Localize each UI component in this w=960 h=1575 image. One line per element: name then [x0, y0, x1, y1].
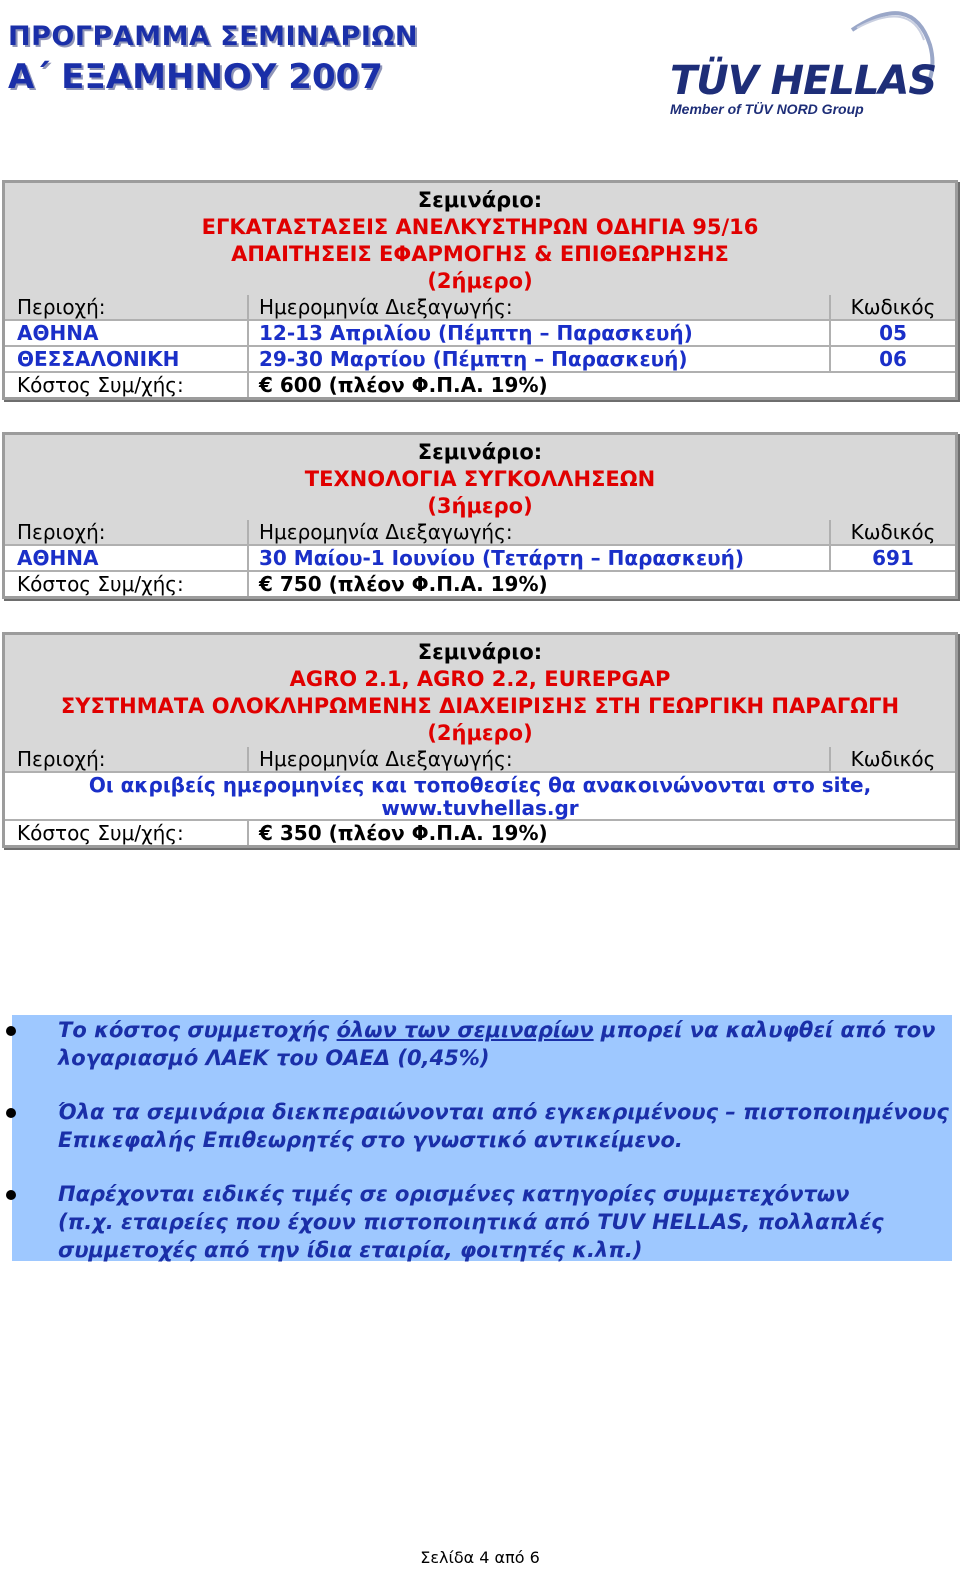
- note-text-line1: Παρέχονται ειδικές τιμές σε ορισμένες κατηγορίες συμμετεχόντων: [58, 1182, 850, 1206]
- seminar-duration: (3ήμερο): [427, 494, 533, 518]
- seminar-header: [5, 183, 955, 295]
- page-title-line1: ΠΡΟΓΡΑΜΜΑ ΣΕΜΙΝΑΡΙΩΝ: [8, 21, 418, 52]
- column-header-row: [5, 747, 955, 771]
- date-header: Ημερομηνία Διεξαγωγής:: [249, 295, 831, 319]
- date-header: Ημερομηνία Διεξαγωγής:: [249, 520, 831, 544]
- seminar-header: [5, 635, 955, 747]
- announcement-text: [5, 773, 955, 819]
- seminar-card-3: [2, 632, 958, 848]
- note-text-line2: (π.χ. εταιρείες που έχουν πιστοποιητικά από TUV HELLAS, πολλαπλές: [58, 1210, 884, 1234]
- session-row: [5, 544, 955, 570]
- seminar-card-1: [2, 180, 958, 400]
- code-header: Κωδικός: [850, 520, 936, 544]
- seminar-header: [5, 435, 955, 520]
- session-code: 691: [872, 546, 914, 570]
- announcement-row: [5, 771, 955, 819]
- column-header-row: [5, 520, 955, 544]
- page-title-line2: Α΄ ΕΞΑΜΗΝΟΥ 2007: [8, 57, 383, 97]
- seminar-card-2: [2, 432, 958, 599]
- code-header: Κωδικός: [850, 295, 936, 319]
- seminar-label: Σεμινάριο:: [417, 440, 543, 464]
- page-footer: Σελίδα 4 από 6: [420, 1548, 540, 1567]
- note-text-line1: Όλα τα σεμινάρια διεκπεραιώνονται από εγκεκριμένους – πιστοποιημένους: [58, 1100, 949, 1124]
- region-header: Περιοχή:: [5, 747, 249, 771]
- seminar-label: Σεμινάριο:: [417, 188, 543, 212]
- code-header: Κωδικός: [850, 747, 936, 771]
- session-date: 30 Μαίου-1 Ιουνίου (Τετάρτη – Παρασκευή): [249, 546, 831, 570]
- seminar-title-line: ΣΥΣΤΗΜΑΤΑ ΟΛΟΚΛΗΡΩΜΕΝΗΣ ΔΙΑΧΕΙΡΙΣΗΣ ΣΤΗ ΓΕΩΡΓΙΚΗ ΠΑΡΑΓΩΓΗ: [60, 694, 900, 718]
- tuv-hellas-logo: [662, 0, 952, 125]
- note-text-part: Το κόστος συμμετοχής: [58, 1018, 337, 1042]
- session-region: ΑΘΗΝΑ: [5, 321, 249, 345]
- cost-row: [5, 570, 955, 596]
- session-code: 06: [879, 347, 907, 371]
- bullet-icon: [6, 1108, 16, 1118]
- cost-label: Κόστος Συμ/χής:: [5, 373, 249, 397]
- note-text-underlined: όλων των σεμιναρίων: [336, 1018, 594, 1042]
- note-text-line2: λογαριασμό ΛΑΕΚ του ΟΑΕΔ (0,45%): [58, 1046, 490, 1070]
- session-region: ΑΘΗΝΑ: [5, 546, 249, 570]
- cost-row: [5, 819, 955, 845]
- cost-value: € 600 (πλέον Φ.Π.Α. 19%): [259, 373, 548, 397]
- seminar-duration: (2ήμερο): [427, 721, 533, 745]
- session-region: ΘΕΣΣΑΛΟΝΙΚΗ: [5, 347, 249, 371]
- cost-value: € 750 (πλέον Φ.Π.Α. 19%): [259, 572, 548, 596]
- announcement-line: Οι ακριβείς ημερομηνίες και τοποθεσίες θα ανακοινώνονται στο site,: [88, 773, 872, 797]
- site-link[interactable]: www.tuvhellas.gr: [381, 796, 579, 820]
- logo-subtitle: Member of TÜV NORD Group: [670, 101, 864, 117]
- cost-row: [5, 371, 955, 397]
- cost-value: € 350 (πλέον Φ.Π.Α. 19%): [259, 821, 548, 845]
- session-code: 05: [879, 321, 907, 345]
- page-title: [8, 20, 418, 100]
- session-date: 12-13 Απριλίου (Πέμπτη – Παρασκευή): [249, 321, 831, 345]
- cost-label: Κόστος Συμ/χής:: [5, 821, 249, 845]
- seminar-duration: (2ήμερο): [427, 269, 533, 293]
- note-text: [58, 1180, 952, 1264]
- notes-box: [12, 1015, 952, 1261]
- logo-name: TÜV HELLAS: [670, 58, 937, 104]
- region-header: Περιοχή:: [5, 520, 249, 544]
- note-text-line2: Επικεφαλής Επιθεωρητές στο γνωστικό αντικείμενο.: [58, 1128, 683, 1152]
- region-header: Περιοχή:: [5, 295, 249, 319]
- seminar-label: Σεμινάριο:: [417, 640, 543, 664]
- seminar-title-line: ΕΓΚΑΤΑΣΤΑΣΕΙΣ ΑΝΕΛΚΥΣΤΗΡΩΝ ΟΔΗΓΙΑ 95/16: [201, 215, 759, 239]
- note-text-part: μπορεί να καλυφθεί από τον: [593, 1018, 936, 1042]
- cost-label: Κόστος Συμ/χής:: [5, 572, 249, 596]
- seminar-title-line: ΑΠΑΙΤΗΣΕΙΣ ΕΦΑΡΜΟΓΗΣ & ΕΠΙΘΕΩΡΗΣΗΣ: [231, 242, 729, 266]
- session-row: [5, 319, 955, 345]
- session-date: 29-30 Μαρτίου (Πέμπτη – Παρασκευή): [249, 347, 831, 371]
- seminar-title-line: ΤΕΧΝΟΛΟΓΙΑ ΣΥΓΚΟΛΛΗΣΕΩΝ: [304, 467, 656, 491]
- seminar-title-line: AGRO 2.1, AGRO 2.2, EUREPGAP: [289, 667, 671, 691]
- date-header: Ημερομηνία Διεξαγωγής:: [249, 747, 831, 771]
- session-row: [5, 345, 955, 371]
- bullet-icon: [6, 1190, 16, 1200]
- note-text-line3: συμμετοχές από την ίδια εταιρία, φοιτητές κ.λπ.): [58, 1238, 643, 1262]
- column-header-row: [5, 295, 955, 319]
- note-text: [58, 1098, 952, 1154]
- bullet-icon: [6, 1026, 16, 1036]
- note-text: [58, 1016, 952, 1072]
